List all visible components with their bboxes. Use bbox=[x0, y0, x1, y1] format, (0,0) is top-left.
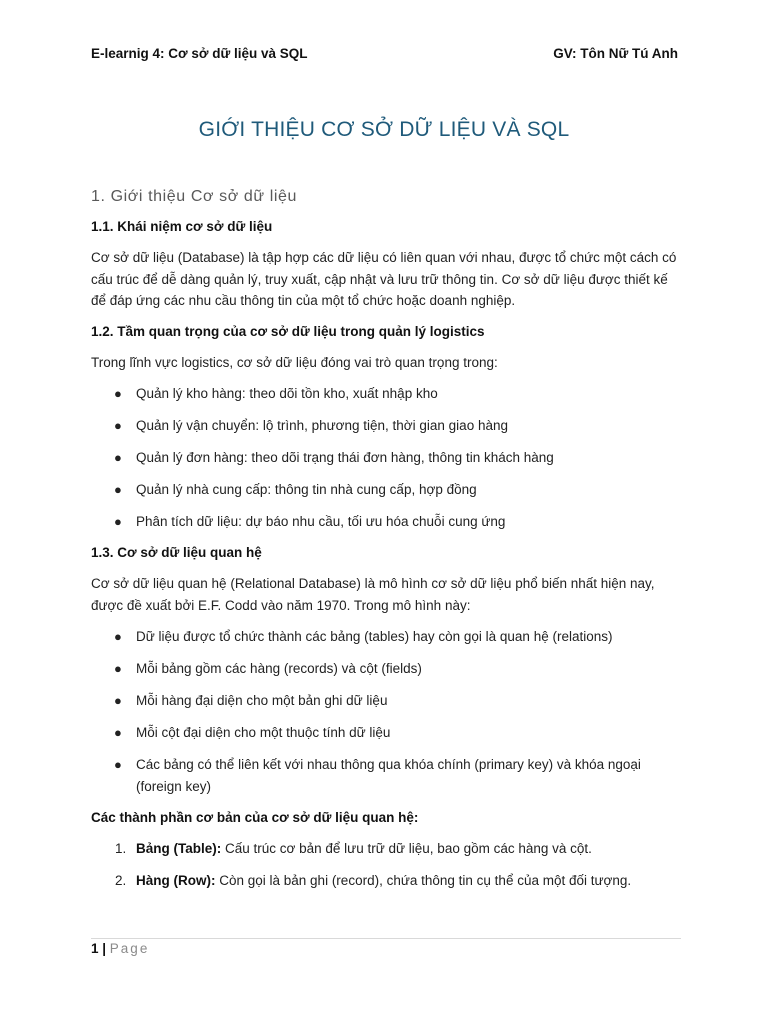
page-footer bbox=[91, 941, 149, 956]
list-item bbox=[91, 383, 683, 405]
component-term: Hàng (Row): bbox=[136, 872, 216, 888]
document-title: GIỚI THIỆU CƠ SỞ DỮ LIỆU VÀ SQL bbox=[198, 118, 570, 141]
paragraph-logistics-intro: Trong lĩnh vực logistics, cơ sở dữ liệu đóng vai trò quan trọng trong: bbox=[91, 354, 498, 370]
section-heading-1: 1. Giới thiệu Cơ sở dữ liệu bbox=[91, 188, 298, 205]
subsection-heading-1-1: 1.1. Khái niệm cơ sở dữ liệu bbox=[91, 219, 273, 234]
bullet-icon: ● bbox=[114, 629, 122, 644]
list-item bbox=[91, 658, 683, 680]
footer-divider bbox=[91, 938, 681, 939]
list-item-text: Quản lý kho hàng: theo dõi tồn kho, xuất nhập kho bbox=[136, 386, 438, 401]
bullet-icon: ● bbox=[114, 386, 122, 401]
list-item bbox=[91, 415, 683, 437]
footer-separator: | bbox=[98, 941, 110, 956]
bullet-icon: ● bbox=[114, 418, 122, 433]
bullet-icon: ● bbox=[114, 482, 122, 497]
bullet-icon: ● bbox=[114, 450, 122, 465]
paragraph-definition: Cơ sở dữ liệu (Database) là tập hợp các dữ liệu có liên quan với nhau, được tổ chức một cách có cấu trúc để dễ dàng quản lý, truy xuất, cập nhật và lưu trữ thông tin. Cơ sở dữ liệu được thiết kế để đáp ứng các nhu cầu thông tin của một tổ chức hoặc doanh nghiệp. bbox=[91, 250, 677, 308]
paragraph-relational-intro: Cơ sở dữ liệu quan hệ (Relational Database) là mô hình cơ sở dữ liệu phổ biến nhất hiện nay, được đề xuất bởi E.F. Codd vào năm 1970. Trong mô hình này: bbox=[91, 576, 655, 613]
logistics-bullet-list bbox=[91, 383, 683, 533]
component-description: Còn gọi là bản ghi (record), chứa thông tin cụ thể của một đối tượng. bbox=[215, 872, 632, 888]
subsection-heading-1-3: 1.3. Cơ sở dữ liệu quan hệ bbox=[91, 545, 262, 560]
list-item-text: Phân tích dữ liệu: dự báo nhu cầu, tối ưu hóa chuỗi cung ứng bbox=[136, 514, 506, 529]
list-item bbox=[91, 479, 683, 501]
bullet-icon: ● bbox=[114, 514, 122, 529]
list-item bbox=[91, 722, 683, 744]
list-item bbox=[91, 447, 683, 469]
relational-bullet-list bbox=[91, 626, 683, 797]
list-item bbox=[91, 870, 683, 892]
list-item-text: Quản lý đơn hàng: theo dõi trạng thái đơn hàng, thông tin khách hàng bbox=[136, 450, 554, 465]
list-item bbox=[91, 690, 683, 712]
list-item-text: Dữ liệu được tổ chức thành các bảng (tables) hay còn gọi là quan hệ (relations) bbox=[136, 629, 613, 644]
list-item-text: Quản lý nhà cung cấp: thông tin nhà cung cấp, hợp đồng bbox=[136, 482, 477, 497]
list-item bbox=[91, 754, 683, 797]
list-item bbox=[91, 838, 683, 860]
bullet-icon: ● bbox=[114, 757, 122, 772]
bullet-icon: ● bbox=[114, 725, 122, 740]
list-item bbox=[91, 626, 683, 648]
list-number: 1. bbox=[115, 840, 127, 856]
list-item-text: Mỗi bảng gồm các hàng (records) và cột (fields) bbox=[136, 661, 422, 676]
subsection-heading-1-2: 1.2. Tầm quan trọng của cơ sở dữ liệu trong quản lý logistics bbox=[91, 323, 485, 339]
page-header bbox=[91, 46, 678, 61]
list-item-text: Mỗi cột đại diện cho một thuộc tính dữ liệu bbox=[136, 725, 391, 740]
document-body bbox=[91, 188, 683, 902]
components-numbered-list bbox=[91, 838, 683, 892]
list-item-text: Quản lý vận chuyển: lộ trình, phương tiện, thời gian giao hàng bbox=[136, 418, 508, 433]
component-description: Cấu trúc cơ bản để lưu trữ dữ liệu, bao gồm các hàng và cột. bbox=[221, 840, 592, 856]
component-term: Bảng (Table): bbox=[136, 840, 222, 856]
header-teacher: GV: Tôn Nữ Tú Anh bbox=[553, 46, 678, 61]
bullet-icon: ● bbox=[114, 661, 122, 676]
bullet-icon: ● bbox=[114, 693, 122, 708]
page-label: Page bbox=[109, 941, 150, 956]
list-item bbox=[91, 511, 683, 533]
components-heading: Các thành phần cơ bản của cơ sở dữ liệu quan hệ: bbox=[91, 809, 419, 825]
list-item-text: Mỗi hàng đại diện cho một bản ghi dữ liệu bbox=[136, 693, 388, 708]
header-course-title: E-learnig 4: Cơ sở dữ liệu và SQL bbox=[91, 46, 308, 61]
list-number: 2. bbox=[115, 872, 127, 888]
page-number: 1 bbox=[91, 941, 99, 956]
list-item-text: Các bảng có thể liên kết với nhau thông qua khóa chính (primary key) và khóa ngoại (foreign key) bbox=[136, 757, 641, 794]
